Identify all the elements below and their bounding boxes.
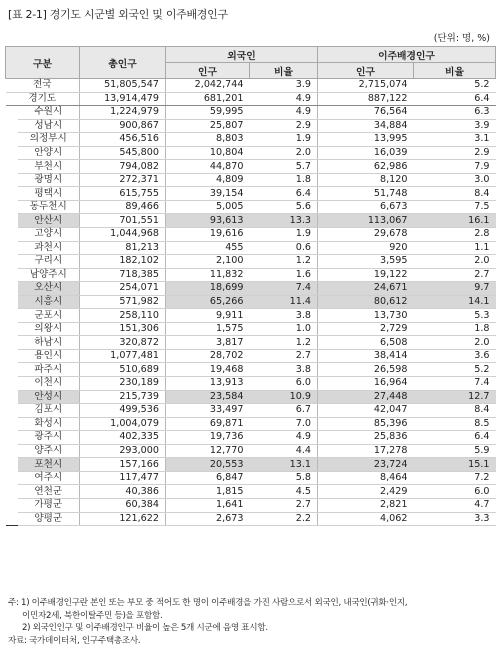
table-row: [6, 444, 496, 458]
table-row: [6, 417, 496, 431]
total-population-cell: 254,071: [80, 282, 166, 296]
foreigner-ratio-cell: 4.9: [250, 106, 318, 120]
indent-gutter: [6, 322, 18, 336]
indent-gutter: [6, 146, 18, 160]
migrant-pop-cell: 920: [318, 241, 414, 255]
indent-gutter: [6, 119, 18, 133]
indent-gutter: [6, 268, 18, 282]
foreigner-ratio-cell: 1.0: [250, 322, 318, 336]
indent-gutter: [6, 187, 18, 201]
total-population-cell: 1,224,979: [80, 106, 166, 120]
indent-gutter: [6, 295, 18, 309]
header-migrant-ratio: 비율: [414, 63, 496, 79]
migrant-pop-cell: 51,748: [318, 187, 414, 201]
table-row: [6, 241, 496, 255]
total-population-cell: 718,385: [80, 268, 166, 282]
foreigner-ratio-cell: 13.1: [250, 458, 318, 472]
region-name: 양주시: [18, 444, 80, 458]
indent-gutter: [6, 349, 18, 363]
foreigner-ratio-cell: 4.9: [250, 92, 318, 106]
foreigner-ratio-cell: 7.4: [250, 282, 318, 296]
region-name: 의왕시: [18, 322, 80, 336]
foreigner-ratio-cell: 4.5: [250, 485, 318, 499]
table-row: [6, 187, 496, 201]
foreigner-pop-cell: 39,154: [166, 187, 250, 201]
migrant-pop-cell: 3,595: [318, 255, 414, 269]
migrant-ratio-cell: 16.1: [414, 214, 496, 228]
footnotes: [8, 597, 407, 647]
region-name: 하남시: [18, 336, 80, 350]
foreigner-ratio-cell: 6.0: [250, 377, 318, 391]
table-row: [6, 458, 496, 472]
foreigner-pop-cell: 19,616: [166, 228, 250, 242]
indent-gutter: [6, 228, 18, 242]
table-body: [6, 79, 496, 526]
migrant-ratio-cell: 3.9: [414, 119, 496, 133]
migrant-pop-cell: 8,464: [318, 471, 414, 485]
total-population-cell: 157,166: [80, 458, 166, 472]
total-population-cell: 499,536: [80, 404, 166, 418]
total-population-cell: 117,477: [80, 471, 166, 485]
migrant-pop-cell: 2,821: [318, 498, 414, 512]
region-name: 김포시: [18, 404, 80, 418]
migrant-pop-cell: 887,122: [318, 92, 414, 106]
header-row-1: [6, 47, 496, 63]
foreigner-pop-cell: 65,266: [166, 295, 250, 309]
region-name: 의정부시: [18, 133, 80, 147]
indent-gutter: [6, 160, 18, 174]
foreigner-pop-cell: 9,911: [166, 309, 250, 323]
foreigner-pop-cell: 19,736: [166, 431, 250, 445]
total-population-cell: 794,082: [80, 160, 166, 174]
foreigner-pop-cell: 1,641: [166, 498, 250, 512]
migrant-ratio-cell: 3.3: [414, 512, 496, 526]
table-row: [6, 160, 496, 174]
table-row: [6, 146, 496, 160]
table-row: [6, 512, 496, 526]
total-population-cell: 89,466: [80, 200, 166, 214]
indent-gutter: [6, 512, 18, 526]
foreigner-pop-cell: 69,871: [166, 417, 250, 431]
foreigner-ratio-cell: 3.8: [250, 309, 318, 323]
migrant-ratio-cell: 1.8: [414, 322, 496, 336]
foreigner-ratio-cell: 3.9: [250, 79, 318, 93]
foreigner-ratio-cell: 2.2: [250, 512, 318, 526]
indent-gutter: [6, 106, 18, 120]
migrant-ratio-cell: 5.9: [414, 444, 496, 458]
indent-gutter: [6, 431, 18, 445]
table-row: [6, 363, 496, 377]
migrant-ratio-cell: 7.5: [414, 200, 496, 214]
migrant-ratio-cell: 14.1: [414, 295, 496, 309]
total-population-cell: 320,872: [80, 336, 166, 350]
foreigner-ratio-cell: 1.9: [250, 228, 318, 242]
total-population-cell: 81,213: [80, 241, 166, 255]
migrant-ratio-cell: 5.2: [414, 79, 496, 93]
table-row: [6, 282, 496, 296]
footnote-line: 2) 외국인인구 및 이주배경인구 비율이 높은 5개 시군에 음영 표시함.: [22, 623, 268, 633]
migrant-ratio-cell: 2.7: [414, 268, 496, 282]
total-population-cell: 60,384: [80, 498, 166, 512]
table-row: [6, 485, 496, 499]
total-population-cell: 1,077,481: [80, 349, 166, 363]
migrant-ratio-cell: 6.0: [414, 485, 496, 499]
migrant-ratio-cell: 7.9: [414, 160, 496, 174]
foreigner-pop-cell: 5,005: [166, 200, 250, 214]
indent-gutter: [6, 471, 18, 485]
indent-gutter: [6, 363, 18, 377]
foreigner-ratio-cell: 10.9: [250, 390, 318, 404]
header-total-population: 총인구: [80, 47, 166, 79]
table-row: [6, 255, 496, 269]
total-population-cell: 230,189: [80, 377, 166, 391]
region-name: 광명시: [18, 173, 80, 187]
region-name: 안산시: [18, 214, 80, 228]
total-population-cell: 51,805,547: [80, 79, 166, 93]
foreigner-pop-cell: 2,673: [166, 512, 250, 526]
migrant-ratio-cell: 3.0: [414, 173, 496, 187]
total-population-cell: 1,044,968: [80, 228, 166, 242]
migrant-pop-cell: 6,673: [318, 200, 414, 214]
population-table: [5, 46, 496, 526]
foreigner-ratio-cell: 11.4: [250, 295, 318, 309]
foreigner-ratio-cell: 4.4: [250, 444, 318, 458]
indent-gutter: [6, 336, 18, 350]
region-name: 안양시: [18, 146, 80, 160]
migrant-pop-cell: 85,396: [318, 417, 414, 431]
foreigner-ratio-cell: 5.8: [250, 471, 318, 485]
foreigner-pop-cell: 1,815: [166, 485, 250, 499]
foreigner-pop-cell: 59,995: [166, 106, 250, 120]
region-name: 고양시: [18, 228, 80, 242]
total-population-cell: 545,800: [80, 146, 166, 160]
foreigner-ratio-cell: 1.9: [250, 133, 318, 147]
migrant-pop-cell: 76,564: [318, 106, 414, 120]
foreigner-pop-cell: 20,553: [166, 458, 250, 472]
region-name: 가평군: [18, 498, 80, 512]
migrant-pop-cell: 13,995: [318, 133, 414, 147]
migrant-pop-cell: 2,729: [318, 322, 414, 336]
foreigner-ratio-cell: 1.8: [250, 173, 318, 187]
foreigner-pop-cell: 8,803: [166, 133, 250, 147]
table-row: [6, 336, 496, 350]
table-row: [6, 106, 496, 120]
migrant-pop-cell: 80,612: [318, 295, 414, 309]
migrant-pop-cell: 16,039: [318, 146, 414, 160]
foreigner-pop-cell: 33,497: [166, 404, 250, 418]
migrant-ratio-cell: 3.6: [414, 349, 496, 363]
region-name: 구리시: [18, 255, 80, 269]
migrant-pop-cell: 6,508: [318, 336, 414, 350]
total-population-cell: 615,755: [80, 187, 166, 201]
indent-gutter: [6, 498, 18, 512]
foreigner-pop-cell: 11,832: [166, 268, 250, 282]
indent-gutter: [6, 417, 18, 431]
table-row: [6, 498, 496, 512]
indent-gutter: [6, 309, 18, 323]
migrant-pop-cell: 17,278: [318, 444, 414, 458]
foreigner-pop-cell: 13,913: [166, 377, 250, 391]
foreigner-ratio-cell: 5.7: [250, 160, 318, 174]
migrant-pop-cell: 27,448: [318, 390, 414, 404]
foreigner-ratio-cell: 4.9: [250, 431, 318, 445]
total-population-cell: 701,551: [80, 214, 166, 228]
migrant-pop-cell: 38,414: [318, 349, 414, 363]
table-row: [6, 471, 496, 485]
total-population-cell: 571,982: [80, 295, 166, 309]
migrant-pop-cell: 26,598: [318, 363, 414, 377]
migrant-ratio-cell: 8.5: [414, 417, 496, 431]
foreigner-pop-cell: 28,702: [166, 349, 250, 363]
region-name: 포천시: [18, 458, 80, 472]
foreigner-pop-cell: 25,807: [166, 119, 250, 133]
foreigner-ratio-cell: 2.0: [250, 146, 318, 160]
migrant-ratio-cell: 6.4: [414, 431, 496, 445]
migrant-pop-cell: 42,047: [318, 404, 414, 418]
footnote-line: 자료: 국가데이터처, 인구주택총조사.: [8, 635, 141, 646]
table-row: [6, 377, 496, 391]
table-row: [6, 309, 496, 323]
region-name: 양평군: [18, 512, 80, 526]
migrant-pop-cell: 13,730: [318, 309, 414, 323]
indent-gutter: [6, 458, 18, 472]
foreigner-pop-cell: 44,870: [166, 160, 250, 174]
table-row: [6, 119, 496, 133]
migrant-ratio-cell: 8.4: [414, 187, 496, 201]
total-population-cell: 182,102: [80, 255, 166, 269]
total-population-cell: 121,622: [80, 512, 166, 526]
indent-gutter: [6, 404, 18, 418]
migrant-pop-cell: 8,120: [318, 173, 414, 187]
indent-gutter: [6, 485, 18, 499]
table-row: [6, 268, 496, 282]
foreigner-pop-cell: 4,809: [166, 173, 250, 187]
foreigner-ratio-cell: 0.6: [250, 241, 318, 255]
migrant-ratio-cell: 9.7: [414, 282, 496, 296]
indent-gutter: [6, 241, 18, 255]
region-name: 남양주시: [18, 268, 80, 282]
migrant-ratio-cell: 7.2: [414, 471, 496, 485]
migrant-ratio-cell: 6.4: [414, 92, 496, 106]
migrant-ratio-cell: 1.1: [414, 241, 496, 255]
migrant-pop-cell: 62,986: [318, 160, 414, 174]
indent-gutter: [6, 390, 18, 404]
foreigner-ratio-cell: 1.6: [250, 268, 318, 282]
region-name: 여주시: [18, 471, 80, 485]
indent-gutter: [6, 200, 18, 214]
foreigner-ratio-cell: 6.7: [250, 404, 318, 418]
indent-gutter: [6, 214, 18, 228]
header-foreigner-pop: 인구: [166, 63, 250, 79]
table-row: [6, 92, 496, 106]
region-name: 수원시: [18, 106, 80, 120]
total-population-cell: 40,386: [80, 485, 166, 499]
total-population-cell: 402,335: [80, 431, 166, 445]
total-population-cell: 215,739: [80, 390, 166, 404]
total-population-cell: 1,004,079: [80, 417, 166, 431]
foreigner-pop-cell: 10,804: [166, 146, 250, 160]
region-name: 화성시: [18, 417, 80, 431]
table-row: [6, 322, 496, 336]
region-name: 군포시: [18, 309, 80, 323]
foreigner-pop-cell: 3,817: [166, 336, 250, 350]
migrant-ratio-cell: 8.4: [414, 404, 496, 418]
foreigner-pop-cell: 18,699: [166, 282, 250, 296]
migrant-pop-cell: 4,062: [318, 512, 414, 526]
migrant-ratio-cell: 7.4: [414, 377, 496, 391]
indent-gutter: [6, 173, 18, 187]
table-row: [6, 133, 496, 147]
region-name: 평택시: [18, 187, 80, 201]
foreigner-pop-cell: 23,584: [166, 390, 250, 404]
foreigner-ratio-cell: 7.0: [250, 417, 318, 431]
migrant-ratio-cell: 2.0: [414, 336, 496, 350]
foreigner-ratio-cell: 2.7: [250, 349, 318, 363]
foreigner-pop-cell: 2,100: [166, 255, 250, 269]
foreigner-ratio-cell: 6.4: [250, 187, 318, 201]
migrant-pop-cell: 2,429: [318, 485, 414, 499]
header-foreigner: 외국인: [166, 47, 318, 63]
table-row: [6, 404, 496, 418]
region-name: 파주시: [18, 363, 80, 377]
migrant-ratio-cell: 2.9: [414, 146, 496, 160]
region-name: 과천시: [18, 241, 80, 255]
region-name: 시흥시: [18, 295, 80, 309]
region-name: 광주시: [18, 431, 80, 445]
migrant-pop-cell: 2,715,074: [318, 79, 414, 93]
region-name: 용인시: [18, 349, 80, 363]
migrant-pop-cell: 113,067: [318, 214, 414, 228]
indent-gutter: [6, 282, 18, 296]
header-category: 구분: [6, 47, 80, 79]
indent-gutter: [6, 444, 18, 458]
region-name: 부천시: [18, 160, 80, 174]
unit-label: (단위: 명, %): [433, 33, 490, 44]
header-migrant-pop: 인구: [318, 63, 414, 79]
foreigner-ratio-cell: 1.2: [250, 255, 318, 269]
foreigner-ratio-cell: 2.9: [250, 119, 318, 133]
indent-gutter: [6, 133, 18, 147]
foreigner-pop-cell: 93,613: [166, 214, 250, 228]
table-row: [6, 214, 496, 228]
indent-gutter: [6, 377, 18, 391]
migrant-pop-cell: 24,671: [318, 282, 414, 296]
migrant-ratio-cell: 6.3: [414, 106, 496, 120]
total-population-cell: 272,371: [80, 173, 166, 187]
foreigner-ratio-cell: 3.8: [250, 363, 318, 377]
foreigner-pop-cell: 1,575: [166, 322, 250, 336]
migrant-pop-cell: 19,122: [318, 268, 414, 282]
region-name: 전국: [6, 79, 80, 93]
indent-gutter: [6, 255, 18, 269]
total-population-cell: 258,110: [80, 309, 166, 323]
total-population-cell: 13,914,479: [80, 92, 166, 106]
table-row: [6, 200, 496, 214]
foreigner-ratio-cell: 1.2: [250, 336, 318, 350]
migrant-pop-cell: 23,724: [318, 458, 414, 472]
region-name: 오산시: [18, 282, 80, 296]
migrant-ratio-cell: 5.3: [414, 309, 496, 323]
foreigner-pop-cell: 19,468: [166, 363, 250, 377]
table-row: [6, 431, 496, 445]
region-name: 연천군: [18, 485, 80, 499]
migrant-ratio-cell: 5.2: [414, 363, 496, 377]
migrant-ratio-cell: 15.1: [414, 458, 496, 472]
table-row: [6, 349, 496, 363]
table-row: [6, 173, 496, 187]
migrant-pop-cell: 25,836: [318, 431, 414, 445]
total-population-cell: 151,306: [80, 322, 166, 336]
region-name: 성남시: [18, 119, 80, 133]
migrant-ratio-cell: 2.0: [414, 255, 496, 269]
migrant-pop-cell: 29,678: [318, 228, 414, 242]
total-population-cell: 293,000: [80, 444, 166, 458]
migrant-ratio-cell: 2.8: [414, 228, 496, 242]
table-row: [6, 390, 496, 404]
header-foreigner-ratio: 비율: [250, 63, 318, 79]
region-name: 이천시: [18, 377, 80, 391]
total-population-cell: 900,867: [80, 119, 166, 133]
table-title: [표 2-1] 경기도 시군별 외국인 및 이주배경인구: [8, 8, 228, 21]
foreigner-pop-cell: 6,847: [166, 471, 250, 485]
total-population-cell: 510,689: [80, 363, 166, 377]
region-name: 경기도: [6, 92, 80, 106]
header-migrant: 이주배경인구: [318, 47, 496, 63]
migrant-pop-cell: 34,884: [318, 119, 414, 133]
table-row: [6, 228, 496, 242]
table-row: [6, 79, 496, 93]
region-name: 동두천시: [18, 200, 80, 214]
migrant-ratio-cell: 3.1: [414, 133, 496, 147]
foreigner-pop-cell: 2,042,744: [166, 79, 250, 93]
migrant-pop-cell: 16,964: [318, 377, 414, 391]
footnote-line: 이민자2세, 북한이탈주민 등)을 포함함.: [22, 610, 163, 621]
foreigner-pop-cell: 455: [166, 241, 250, 255]
footnote-line: 주: 1) 이주배경인구란 본인 또는 부모 중 적어도 한 명이 이주배경을 가진 사람으로서 외국인, 내국인(귀화·인지,: [8, 598, 408, 608]
foreigner-pop-cell: 12,770: [166, 444, 250, 458]
migrant-ratio-cell: 12.7: [414, 390, 496, 404]
region-name: 안성시: [18, 390, 80, 404]
foreigner-ratio-cell: 5.6: [250, 200, 318, 214]
table-row: [6, 295, 496, 309]
total-population-cell: 456,516: [80, 133, 166, 147]
foreigner-ratio-cell: 2.7: [250, 498, 318, 512]
foreigner-pop-cell: 681,201: [166, 92, 250, 106]
migrant-ratio-cell: 4.7: [414, 498, 496, 512]
foreigner-ratio-cell: 13.3: [250, 214, 318, 228]
